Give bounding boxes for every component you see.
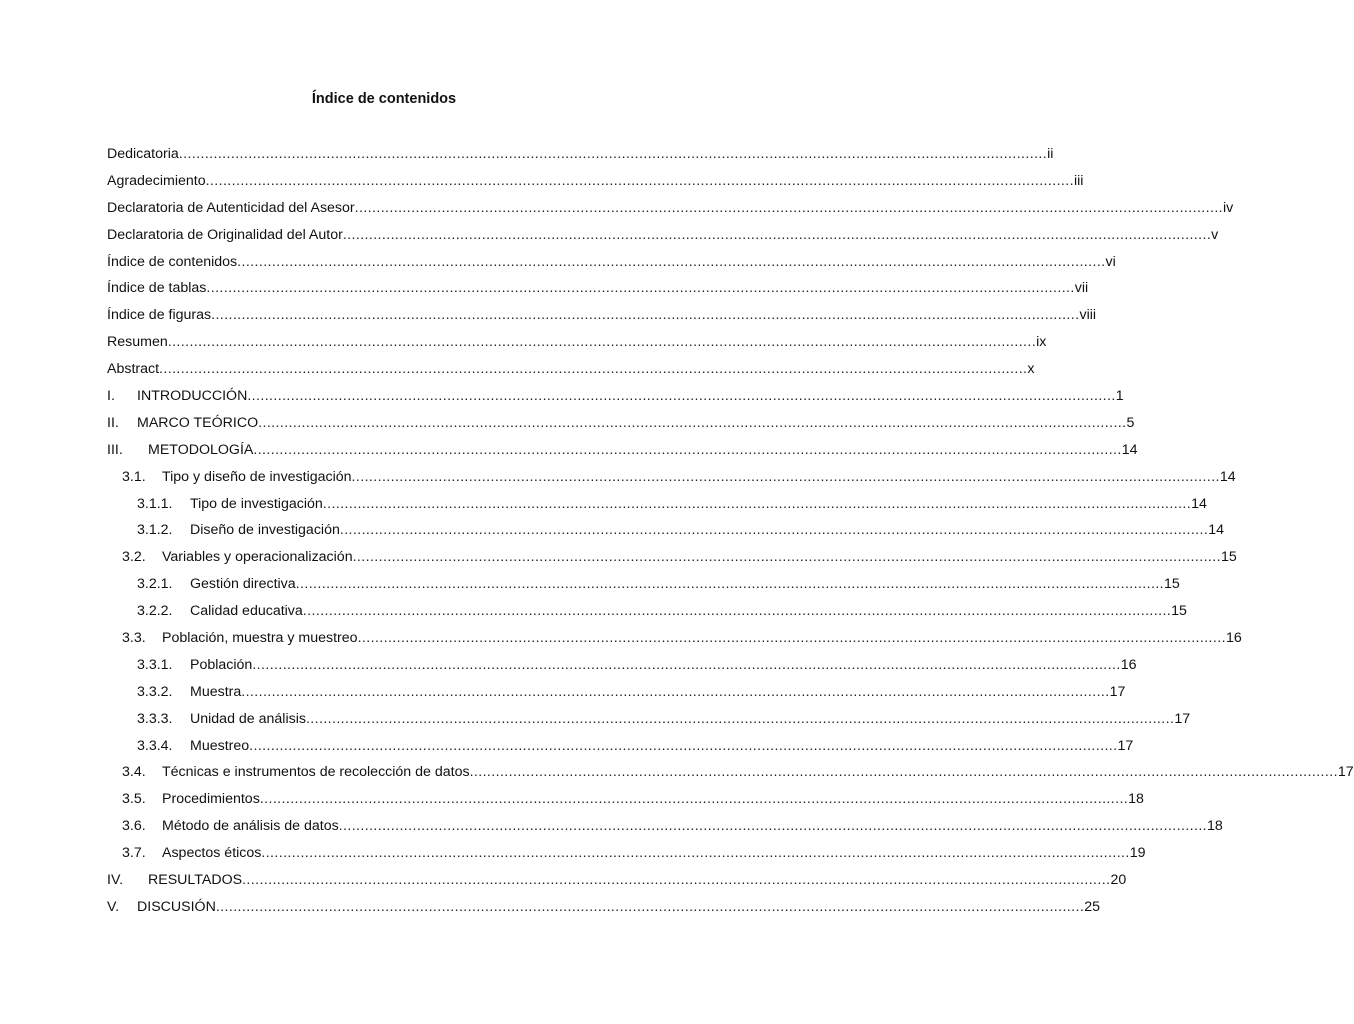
toc-list	[0, 141, 1354, 921]
toc-entry-label: Muestra	[190, 683, 242, 700]
toc-entry[interactable]	[122, 813, 1223, 840]
toc-leader-dots: ........................................................................................................................................................................................................	[305, 710, 1175, 727]
toc-entry[interactable]	[107, 410, 1135, 437]
toc-entry-label: Procedimientos	[162, 791, 260, 808]
toc-entry-label: METODOLOGÍA	[148, 441, 254, 458]
toc-leader-dots: ........................................................................................................................................................................................................	[178, 146, 1048, 162]
toc-entry-page: vi	[1105, 253, 1116, 270]
toc-entry-label: MARCO TEÓRICO	[137, 414, 259, 431]
toc-entry-page: iii	[1073, 172, 1084, 189]
toc-entry-label: Agradecimiento	[107, 172, 206, 189]
toc-entry-number: 3.3.1.	[137, 656, 173, 673]
toc-entry-label: Técnicas e instrumentos de recolección de datos	[162, 764, 470, 781]
toc-entry[interactable]	[107, 302, 1097, 329]
toc-entry-label: Abstract	[107, 361, 160, 378]
toc-entry-label: Método de análisis de datos	[162, 818, 339, 835]
toc-entry-label: Calidad educativa	[190, 603, 303, 620]
toc-leader-dots: ........................................................................................................................................................................................................	[259, 791, 1129, 808]
toc-leader-dots: ........................................................................................................................................................................................................	[357, 630, 1226, 647]
toc-entry-label: Variables y operacionalización	[162, 549, 353, 566]
toc-entry[interactable]	[137, 491, 1207, 518]
toc-entry-label: RESULTADOS	[148, 872, 243, 889]
toc-leader-dots: ........................................................................................................................................................................................................	[258, 414, 1127, 431]
toc-leader-dots: ........................................................................................................................................................................................................	[167, 334, 1037, 351]
toc-entry[interactable]	[137, 517, 1224, 544]
toc-entry[interactable]	[122, 464, 1236, 491]
toc-leader-dots: ........................................................................................................................................................................................................	[322, 495, 1192, 512]
toc-entry[interactable]	[107, 383, 1124, 410]
toc-entry-page: 18	[1128, 791, 1144, 808]
toc-entry-number: IV.	[107, 872, 124, 889]
toc-entry-label: Dedicatoria	[107, 146, 179, 162]
toc-leader-dots: ........................................................................................................................................................................................................	[339, 522, 1209, 539]
toc-entry[interactable]	[122, 759, 1354, 786]
toc-entry[interactable]	[107, 222, 1219, 249]
toc-entry[interactable]	[137, 706, 1191, 733]
toc-entry[interactable]	[122, 786, 1144, 813]
toc-entry-label: Diseño de investigación	[190, 522, 340, 539]
toc-entry-number: 3.1.	[122, 468, 146, 485]
toc-entry-page: ix	[1036, 334, 1047, 351]
toc-leader-dots: ........................................................................................................................................................................................................	[237, 253, 1106, 270]
toc-entry-number: 3.1.2.	[137, 522, 173, 539]
toc-leader-dots: ........................................................................................................................................................................................................	[469, 764, 1338, 781]
toc-leader-dots: ........................................................................................................................................................................................................	[253, 441, 1122, 458]
toc-entry-label: INTRODUCCIÓN	[137, 388, 248, 405]
toc-leader-dots: ........................................................................................................................................................................................................	[211, 307, 1080, 324]
toc-entry-page: v	[1211, 226, 1219, 243]
toc-leader-dots: ........................................................................................................................................................................................................	[338, 818, 1208, 835]
toc-entry[interactable]	[107, 275, 1089, 302]
toc-entry-page: 14	[1219, 468, 1236, 485]
toc-entry[interactable]	[107, 894, 1100, 921]
toc-entry[interactable]	[107, 141, 1054, 168]
toc-entry-page: ii	[1047, 146, 1054, 162]
toc-entry-page: 17	[1337, 764, 1354, 781]
toc-leader-dots: ........................................................................................................................................................................................................	[241, 683, 1110, 700]
toc-entry[interactable]	[107, 437, 1138, 464]
toc-entry-page: 17	[1109, 683, 1126, 700]
toc-leader-dots: ........................................................................................................................................................................................................	[242, 872, 1111, 889]
toc-entry-page: 1	[1115, 388, 1124, 405]
toc-entry[interactable]	[107, 195, 1234, 222]
toc-entry-number: 3.3.4.	[137, 737, 173, 754]
toc-entry-number: 3.3.2.	[137, 683, 173, 700]
toc-entry-number: 3.3.	[122, 630, 146, 647]
toc-entry-number: V.	[107, 898, 120, 915]
toc-entry-label: Población	[190, 656, 253, 673]
toc-entry-page: 18	[1207, 818, 1223, 835]
toc-leader-dots: ........................................................................................................................................................................................................	[249, 737, 1118, 754]
toc-entry-number: II.	[107, 414, 119, 431]
toc-entry-number: 3.2.2.	[137, 603, 173, 620]
toc-leader-dots: ........................................................................................................................................................................................................	[215, 898, 1085, 915]
toc-entry-page: 15	[1164, 576, 1180, 593]
toc-entry-label: Gestión directiva	[190, 576, 296, 593]
toc-entry-number: 3.4.	[122, 764, 146, 781]
toc-entry[interactable]	[107, 867, 1127, 894]
toc-leader-dots: ........................................................................................................................................................................................................	[354, 199, 1224, 216]
toc-leader-dots: ........................................................................................................................................................................................................	[205, 172, 1074, 189]
toc-entry-page: 20	[1110, 872, 1127, 889]
toc-entry-label: Tipo de investigación	[190, 495, 323, 512]
toc-entry[interactable]	[137, 652, 1137, 679]
toc-entry-page: x	[1027, 361, 1035, 378]
toc-entry[interactable]	[137, 571, 1180, 598]
toc-leader-dots: ........................................................................................................................................................................................................	[351, 468, 1220, 485]
toc-entry-number: 3.5.	[122, 791, 146, 808]
toc-leader-dots: ........................................................................................................................................................................................................	[352, 549, 1221, 566]
toc-entry[interactable]	[122, 544, 1237, 571]
toc-entry[interactable]	[107, 356, 1035, 383]
toc-entry-page: iv	[1223, 199, 1234, 216]
toc-entry-page: 25	[1084, 898, 1100, 915]
toc-leader-dots: ........................................................................................................................................................................................................	[261, 845, 1130, 862]
toc-entry-label: Índice de figuras	[107, 307, 212, 324]
toc-leader-dots: ........................................................................................................................................................................................................	[247, 388, 1116, 405]
toc-entry[interactable]	[137, 679, 1126, 706]
toc-entry-page: 15	[1220, 549, 1237, 566]
toc-entry-number: 3.7.	[122, 845, 146, 862]
toc-entry-page: vii	[1074, 280, 1089, 297]
toc-entry-page: 15	[1171, 603, 1187, 620]
toc-entry-label: Población, muestra y muestreo	[162, 630, 358, 647]
toc-entry[interactable]	[137, 598, 1187, 625]
toc-entry[interactable]	[122, 840, 1146, 867]
toc-entry-label: Índice de tablas	[107, 280, 207, 297]
toc-leader-dots: ........................................................................................................................................................................................................	[159, 361, 1028, 378]
toc-entry-label: Aspectos éticos	[162, 845, 262, 862]
toc-entry-label: Resumen	[107, 334, 168, 351]
toc-entry-number: 3.6.	[122, 818, 146, 835]
toc-entry-number: 3.2.	[122, 549, 146, 566]
toc-entry-number: III.	[107, 441, 123, 458]
toc-entry-label: Declaratoria de Originalidad del Autor	[107, 226, 343, 243]
toc-entry-page: viii	[1079, 307, 1097, 324]
toc-entry-page: 19	[1129, 845, 1146, 862]
toc-entry[interactable]	[107, 249, 1116, 276]
toc-entry-label: DISCUSIÓN	[137, 898, 216, 915]
toc-entry-label: Índice de contenidos	[107, 253, 238, 270]
toc-entry-number: 3.1.1.	[137, 495, 173, 512]
toc-leader-dots: ........................................................................................................................................................................................................	[206, 280, 1075, 297]
toc-entry-page: 14	[1121, 441, 1138, 458]
toc-entry-label: Unidad de análisis	[190, 710, 306, 727]
toc-entry-page: 16	[1225, 630, 1242, 647]
toc-entry[interactable]	[107, 329, 1047, 356]
toc-entry-page: 17	[1117, 737, 1134, 754]
toc-entry-number: I.	[107, 388, 115, 405]
toc-leader-dots: ........................................................................................................................................................................................................	[302, 603, 1172, 620]
toc-entry-page: 5	[1126, 414, 1135, 431]
toc-entry[interactable]	[137, 733, 1134, 760]
toc-entry-label: Tipo y diseño de investigación	[162, 468, 352, 485]
toc-leader-dots: ........................................................................................................................................................................................................	[342, 226, 1212, 243]
toc-leader-dots: ........................................................................................................................................................................................................	[252, 656, 1121, 673]
toc-entry-label: Muestreo	[190, 737, 250, 754]
toc-entry[interactable]	[122, 625, 1242, 652]
toc-entry-page: 14	[1191, 495, 1207, 512]
toc-entry-page: 14	[1208, 522, 1224, 539]
toc-entry-number: 3.2.1.	[137, 576, 173, 593]
toc-leader-dots: ........................................................................................................................................................................................................	[295, 576, 1165, 593]
page-title: Índice de contenidos	[311, 91, 457, 107]
toc-entry-page: 17	[1174, 710, 1191, 727]
toc-entry-label: Declaratoria de Autenticidad del Asesor	[107, 199, 355, 216]
toc-entry[interactable]	[107, 168, 1084, 195]
toc-entry-page: 16	[1120, 656, 1137, 673]
toc-entry-number: 3.3.3.	[137, 710, 173, 727]
